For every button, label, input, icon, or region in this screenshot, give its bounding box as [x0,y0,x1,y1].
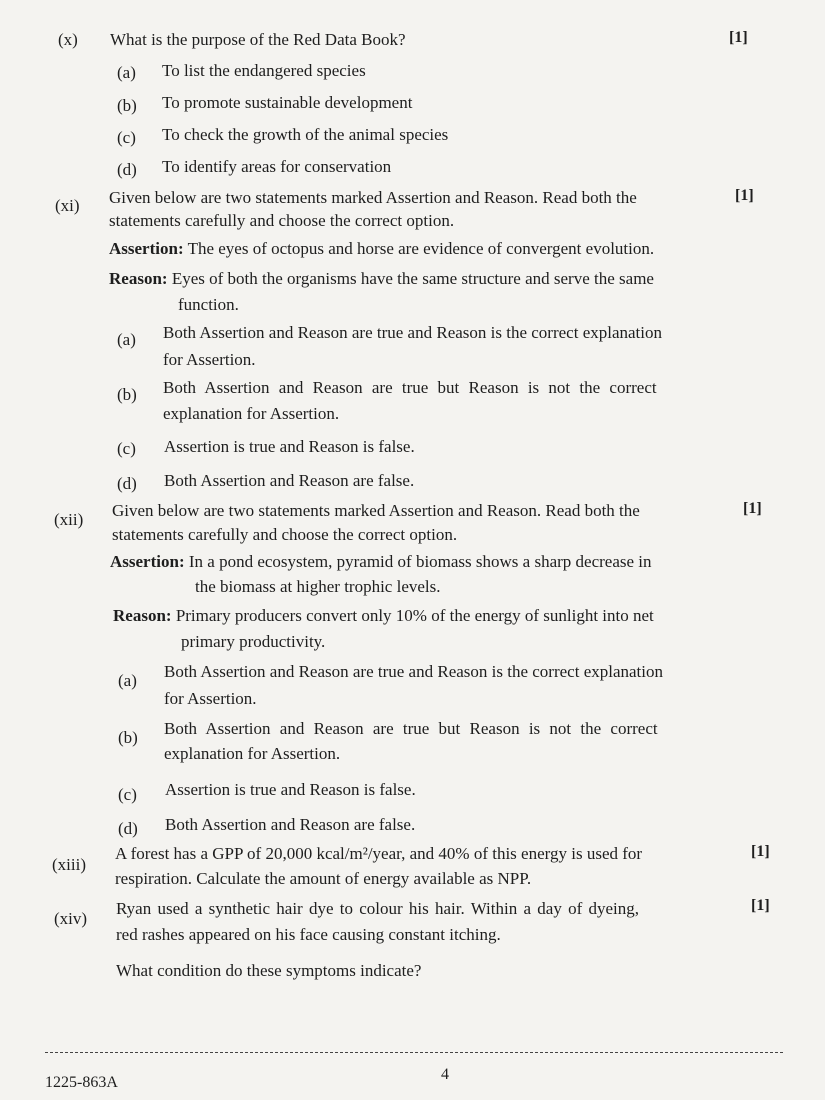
question-text: What is the purpose of the Red Data Book? [110,30,406,49]
question-text-line2: statements carefully and choose the correct option. [112,525,458,544]
option-label: (c) [117,439,136,458]
question-number: (xii) [54,510,84,529]
assertion-statement [109,238,654,260]
option-label: (d) [118,819,138,838]
option-text: To promote sustainable development [162,93,413,112]
reason-label: Reason: [109,269,168,288]
question-text-line1: Given below are two statements marked Assertion and Reason. Read both the [112,501,640,520]
option-text-line1: Both Assertion and Reason are true and Reason is the correct explanation [163,323,662,342]
option-text-line1: Both Assertion and Reason are true but Reason is not the correct [163,378,657,397]
option-label: (a) [117,330,136,349]
question-text-line3: What condition do these symptoms indicate? [116,961,422,980]
option-text: Both Assertion and Reason are false. [165,815,416,834]
question-text-line1: Ryan used a synthetic hair dye to colour his hair. Within a day of dyeing, [116,899,639,918]
assertion-text: The eyes of octopus and horse are evidence of convergent evolution. [187,239,655,258]
marks-label: [1] [751,843,770,860]
assertion-text-line2: the biomass at higher trophic levels. [195,577,441,596]
assertion-label: Assertion: [109,239,184,258]
page-number: 4 [441,1066,449,1083]
question-text-line2: respiration. Calculate the amount of energy available as NPP. [115,869,532,888]
option-label: (c) [117,128,136,147]
option-text-line1: Both Assertion and Reason are true and Reason is the correct explanation [164,662,663,681]
reason-text-line1: Eyes of both the organisms have the same structure and serve the same [171,269,654,288]
reason-text-line1: Primary producers convert only 10% of the energy of sunlight into net [175,606,654,625]
marks-label: [1] [743,500,762,517]
question-number: (xiv) [54,909,88,928]
option-text: To check the growth of the animal species [162,125,449,144]
option-text-line2: explanation for Assertion. [164,744,341,763]
option-text-line2: for Assertion. [163,350,256,369]
option-text: Assertion is true and Reason is false. [164,437,415,456]
reason-text-line2: function. [178,295,239,314]
option-label: (d) [117,474,137,493]
assertion-statement [110,551,652,573]
option-label: (b) [118,728,138,747]
paper-code: 1225-863A [45,1074,118,1091]
question-text-line1: Given below are two statements marked Assertion and Reason. Read both the [109,188,637,207]
option-label: (b) [117,96,137,115]
question-text-line1: A forest has a GPP of 20,000 kcal/m²/year, and 40% of this energy is used for [115,844,643,863]
option-text: Both Assertion and Reason are false. [164,471,415,490]
option-text-line2: explanation for Assertion. [163,404,340,423]
reason-text-line2: primary productivity. [181,632,326,651]
option-text-line2: for Assertion. [164,689,257,708]
option-label: (c) [118,785,137,804]
question-number: (x) [58,30,78,49]
question-text-line2: statements carefully and choose the correct option. [109,211,455,230]
option-text: To list the endangered species [162,61,366,80]
marks-label: [1] [729,29,748,46]
assertion-text-line1: In a pond ecosystem, pyramid of biomass shows a sharp decrease in [188,552,652,571]
option-text: To identify areas for conservation [162,157,392,176]
option-label: (a) [118,671,137,690]
marks-label: [1] [735,187,754,204]
marks-label: [1] [751,897,770,914]
reason-statement [113,605,654,627]
option-label: (a) [117,63,136,82]
footer-divider [45,1052,783,1053]
option-text: Assertion is true and Reason is false. [165,780,416,799]
reason-statement [109,268,654,290]
question-number: (xi) [55,196,80,215]
reason-label: Reason: [113,606,172,625]
question-text-line2: red rashes appeared on his face causing constant itching. [116,925,501,944]
assertion-label: Assertion: [110,552,185,571]
option-label: (d) [117,160,137,179]
option-text-line1: Both Assertion and Reason are true but Reason is not the correct [164,719,658,738]
option-label: (b) [117,385,137,404]
question-number: (xiii) [52,855,86,874]
